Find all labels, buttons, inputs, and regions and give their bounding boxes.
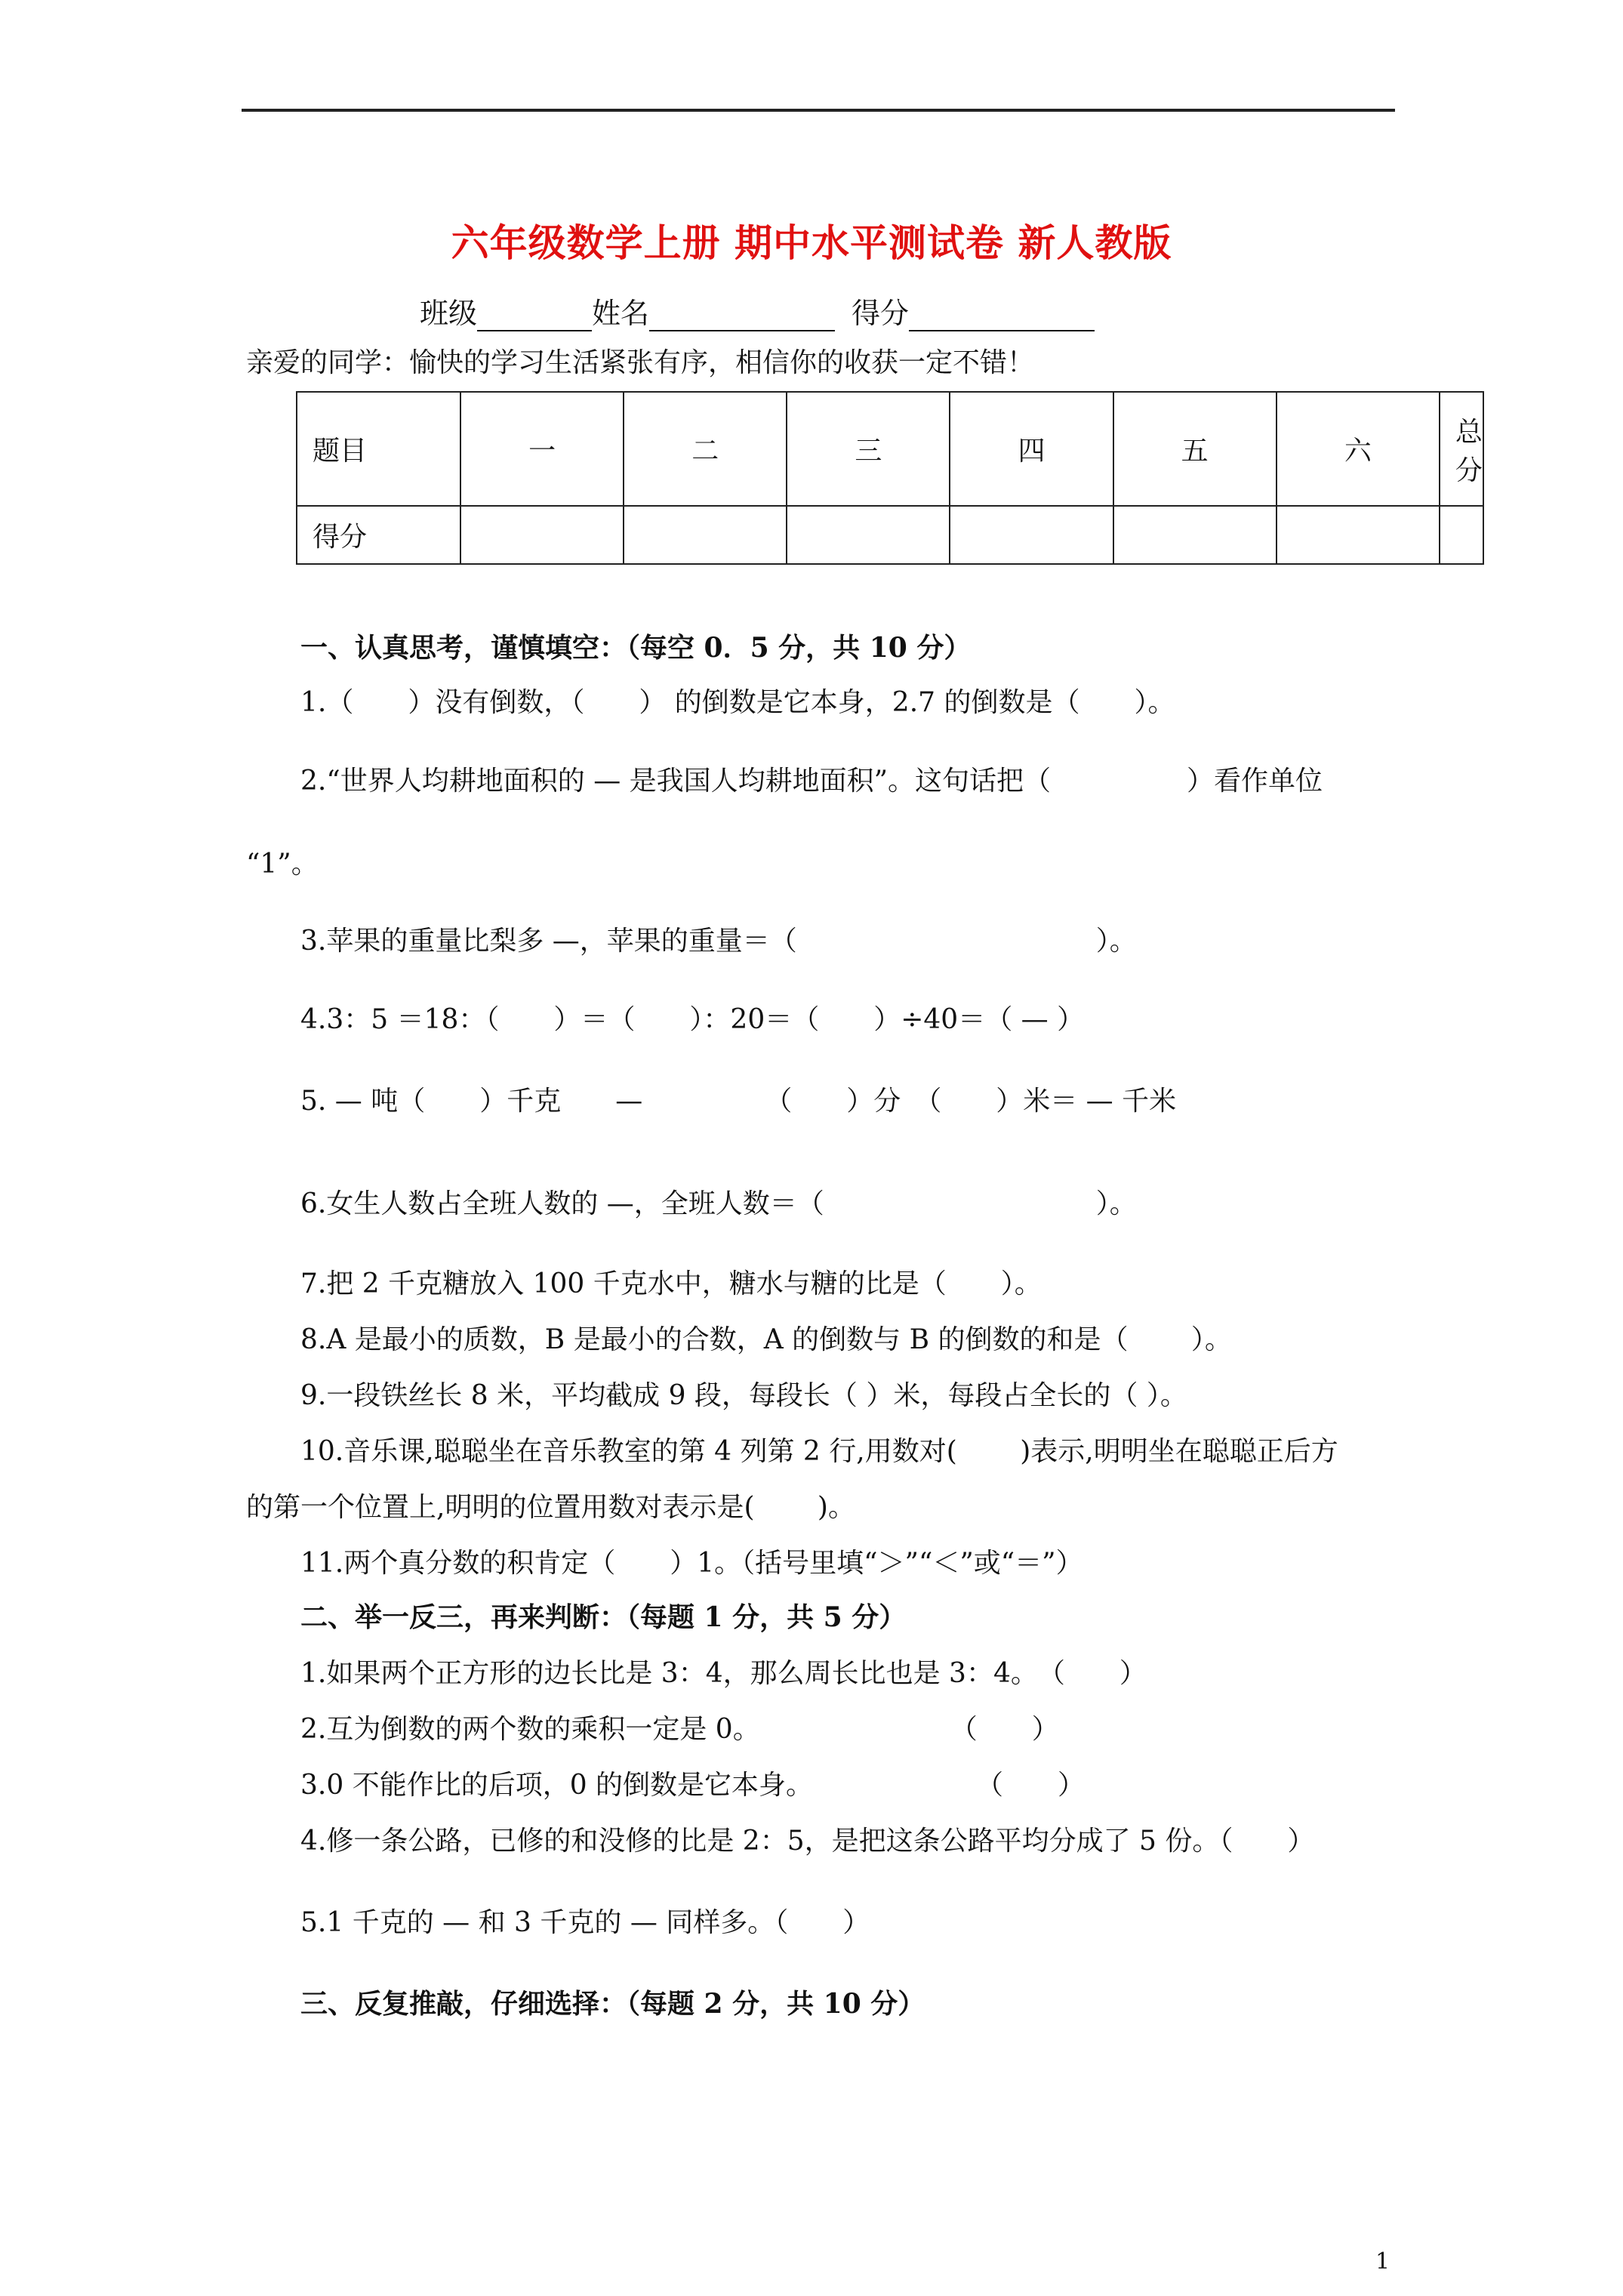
section2-heading: 二、举一反三，再来判断：（每题 1 分，共 5 分）	[300, 1601, 907, 1633]
greeting-text: 亲爱的同学：愉快的学习生活紧张有序，相信你的收获一定不错！	[246, 347, 1035, 378]
name-field[interactable]	[649, 300, 835, 331]
score-cell[interactable]	[1440, 506, 1483, 564]
question-text: 1.如果两个正方形的边长比是 3：4，那么周长比也是 3：4。 （ ）	[300, 1658, 1147, 1689]
question-text: 10.音乐课,聪聪坐在音乐教室的第 4 列第 2 行,用数对( )表示,明明坐在聪聪正后方	[300, 1436, 1338, 1467]
question-text: 3.苹果的重量比梨多 —，苹果的重量＝（ ）。	[300, 926, 1137, 957]
question-text: 2.“世界人均耕地面积的 — 是我国人均耕地面积”。这句话把（ ）看作单位	[300, 766, 1323, 797]
table-cell: 六	[1277, 392, 1440, 506]
page-title: 六年级数学上册 期中水平测试卷 新人教版	[451, 220, 1172, 265]
score-table	[296, 391, 1484, 565]
question-text: 5.1 千克的 — 和 3 千克的 — 同样多。（ ）	[300, 1907, 870, 1938]
table-cell: 二	[624, 392, 787, 506]
question-text: 7.把 2 千克糖放入 100 千克水中，糖水与糖的比是（ ）。	[300, 1268, 1042, 1299]
question-text: 6.女生人数占全班人数的 —，全班人数＝（ ）。	[300, 1188, 1137, 1219]
question-text: 3.0 不能作比的后项，0 的倒数是它本身。 （ ）	[300, 1770, 1086, 1801]
name-label: 姓名	[592, 297, 650, 330]
score-cell[interactable]	[787, 506, 950, 564]
table-cell: 一	[460, 392, 624, 506]
score-table-score-row	[297, 506, 1483, 564]
table-cell: 得分	[297, 506, 460, 564]
table-cell: 四	[950, 392, 1113, 506]
table-cell: 总分	[1440, 392, 1483, 506]
section1-heading: 一、认真思考，谨慎填空：（每空 0．5 分，共 10 分）	[300, 632, 972, 664]
student-info-line	[420, 290, 1095, 331]
question-text: 的第一个位置上,明明的位置用数对表示是( )。	[246, 1492, 855, 1523]
score-cell[interactable]	[1277, 506, 1440, 564]
page-number: 1	[1375, 2248, 1390, 2275]
score-cell[interactable]	[1113, 506, 1277, 564]
table-cell: 三	[787, 392, 950, 506]
table-cell: 题目	[297, 392, 460, 506]
score-cell[interactable]	[624, 506, 787, 564]
question-text: 2.互为倒数的两个数的乘积一定是 0。 （ ）	[300, 1714, 1059, 1745]
score-cell[interactable]	[950, 506, 1113, 564]
score-label: 得分	[852, 297, 910, 330]
score-table-header-row	[297, 392, 1483, 506]
question-text: “1”。	[246, 849, 319, 880]
question-text: 4.3：5 ＝18：（ ）＝（ ）：20＝（ ）÷40＝（ — ）	[300, 1004, 1085, 1035]
score-cell[interactable]	[460, 506, 624, 564]
question-text: 9.一段铁丝长 8 米，平均截成 9 段，每段长（ ）米，每段占全长的（ ）。	[300, 1380, 1187, 1411]
class-field[interactable]	[477, 300, 592, 331]
question-text: 4.修一条公路，已修的和没修的比是 2：5，是把这条公路平均分成了 5 份。（ ）	[300, 1826, 1315, 1857]
question-text: 1.（ ）没有倒数，（ ） 的倒数是它本身，2.7 的倒数是（ ）。	[300, 687, 1175, 718]
class-label: 班级	[420, 297, 478, 330]
question-text: 11.两个真分数的积肯定（ ）1。（括号里填“＞”“＜”或“＝”）	[300, 1548, 1083, 1579]
table-cell: 五	[1113, 392, 1277, 506]
section3-heading: 三、反复推敲，仔细选择：（每题 2 分，共 10 分）	[300, 1988, 925, 2020]
question-text: 8.A 是最小的质数，B 是最小的合数，A 的倒数与 B 的倒数的和是（ ）。	[300, 1324, 1232, 1355]
question-text: 5. — 吨（ ）千克 — （ ）分 （ ）米＝ — 千米	[300, 1086, 1177, 1117]
header-rule	[242, 109, 1395, 112]
score-field[interactable]	[909, 300, 1095, 331]
